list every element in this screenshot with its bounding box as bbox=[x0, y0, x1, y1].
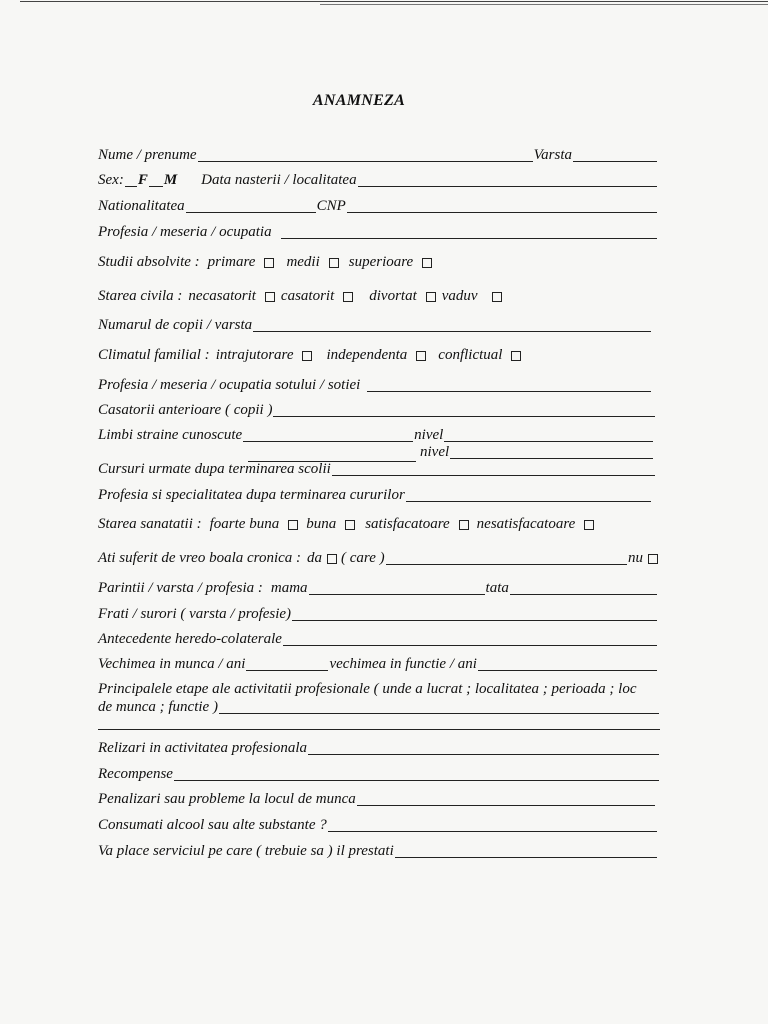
clim-intrajutorare-checkbox[interactable] bbox=[302, 351, 312, 361]
label-studii: Studii absolvite : bbox=[98, 254, 200, 270]
row-antecedente bbox=[98, 631, 658, 648]
tata-field[interactable] bbox=[510, 580, 657, 595]
civ-vaduv-label: vaduv bbox=[441, 288, 478, 304]
san-nesatisfacatoare-checkbox[interactable] bbox=[584, 520, 594, 530]
row-nationalitatea bbox=[98, 198, 658, 215]
label-recompense: Recompense bbox=[98, 766, 173, 782]
scan-edge bbox=[0, 0, 768, 6]
numarul-copii-field[interactable] bbox=[253, 317, 651, 332]
label-nume: Nume / prenume bbox=[98, 147, 197, 163]
label-nivel-2: nivel bbox=[420, 444, 450, 460]
row-cursuri bbox=[98, 461, 656, 478]
nivel-2-field[interactable] bbox=[450, 444, 653, 459]
label-sex: Sex: bbox=[98, 172, 124, 188]
san-nesatisfacatoare-label: nesatisfacatoare bbox=[476, 516, 576, 532]
label-consumati: Consumati alcool sau alte substante ? bbox=[98, 817, 327, 833]
label-profesia-sot: Profesia / meseria / ocupatia sotului / sotiei bbox=[98, 377, 361, 393]
clim-conflictual-checkbox[interactable] bbox=[511, 351, 521, 361]
row-boala-cronica bbox=[98, 550, 658, 567]
studii-superioare-checkbox[interactable] bbox=[422, 258, 432, 268]
row-parintii bbox=[98, 580, 658, 597]
serviciu-field[interactable] bbox=[395, 843, 657, 858]
casatorii-field[interactable] bbox=[273, 402, 655, 417]
row-serviciu bbox=[98, 843, 658, 860]
row-nume bbox=[98, 147, 658, 164]
etape-field[interactable] bbox=[219, 699, 659, 714]
studii-primare-checkbox[interactable] bbox=[264, 258, 274, 268]
row-etape-1 bbox=[98, 681, 668, 698]
sex-gap bbox=[125, 172, 137, 187]
row-profesia bbox=[98, 224, 658, 241]
label-numarul-copii: Numarul de copii / varsta bbox=[98, 317, 253, 333]
label-vechimea-functie: vechimea in functie / ani bbox=[329, 656, 477, 672]
label-cursuri: Cursuri urmate dupa terminarea scolii bbox=[98, 461, 331, 477]
label-nivel-1: nivel bbox=[414, 427, 444, 443]
row-penalizari bbox=[98, 791, 656, 808]
clim-conflictual-label: conflictual bbox=[438, 347, 503, 363]
boala-care-label: ( care ) bbox=[341, 550, 385, 566]
nivel-1-field[interactable] bbox=[444, 427, 653, 442]
vechimea-functie-field[interactable] bbox=[478, 656, 657, 671]
row-studii bbox=[98, 254, 658, 271]
row-vechimea bbox=[98, 656, 658, 673]
label-data-nasterii: Data nasterii / localitatea bbox=[201, 172, 357, 188]
label-climatul: Climatul familial : bbox=[98, 347, 210, 363]
frati-field[interactable] bbox=[292, 606, 657, 621]
label-profesia-specialitatea: Profesia si specialitatea dupa terminarea cururilor bbox=[98, 487, 405, 503]
row-profesia-sot bbox=[98, 377, 652, 394]
nationalitatea-field[interactable] bbox=[186, 198, 316, 213]
sex-gap-2 bbox=[149, 172, 163, 187]
etape-field-extra[interactable] bbox=[98, 729, 660, 730]
varsta-field[interactable] bbox=[573, 147, 657, 162]
row-realizari bbox=[98, 740, 660, 757]
row-recompense bbox=[98, 766, 660, 783]
label-varsta: Varsta bbox=[533, 147, 572, 163]
label-boala-cronica: Ati suferit de vreo boala cronica : bbox=[98, 550, 302, 566]
nume-field[interactable] bbox=[198, 147, 533, 162]
row-limbi-straine-2 bbox=[98, 444, 654, 461]
boala-da-label: da bbox=[307, 550, 323, 566]
sex-f-option[interactable]: F bbox=[137, 172, 148, 188]
clim-independenta-label: independenta bbox=[326, 347, 408, 363]
clim-intrajutorare-label: intrajutorare bbox=[215, 347, 294, 363]
boala-nu-checkbox[interactable] bbox=[648, 554, 658, 564]
clim-independenta-checkbox[interactable] bbox=[416, 351, 426, 361]
san-satisfacatoare-checkbox[interactable] bbox=[459, 520, 469, 530]
civ-necasatorit-label: necasatorit bbox=[188, 288, 256, 304]
row-casatorii bbox=[98, 402, 656, 419]
civ-vaduv-checkbox[interactable] bbox=[492, 292, 502, 302]
profesia-specialitatea-field[interactable] bbox=[406, 487, 651, 502]
civ-necasatorit-checkbox[interactable] bbox=[265, 292, 275, 302]
form-title: ANAMNEZA bbox=[312, 92, 406, 109]
san-buna-label: buna bbox=[306, 516, 337, 532]
label-etape-1: Principalele etape ale activitatii profesionale ( unde a lucrat ; localitatea ; perioada ; loc bbox=[98, 681, 637, 697]
san-foarte-buna-label: foarte buna bbox=[209, 516, 280, 532]
label-limbi-straine: Limbi straine cunoscute bbox=[98, 427, 243, 443]
boala-nu-label: nu bbox=[628, 550, 643, 566]
row-starea-civila bbox=[98, 288, 658, 305]
label-parintii: Parintii / varsta / profesia : bbox=[98, 580, 263, 596]
studii-superioare-label: superioare bbox=[348, 254, 414, 270]
civ-divortat-checkbox[interactable] bbox=[426, 292, 436, 302]
label-cnp: CNP bbox=[316, 198, 346, 214]
label-vechimea-munca: Vechimea in munca / ani bbox=[98, 656, 246, 672]
row-sex bbox=[98, 172, 658, 189]
civ-casatorit-checkbox[interactable] bbox=[343, 292, 353, 302]
row-frati bbox=[98, 606, 658, 623]
limba-2-spacer bbox=[99, 445, 419, 459]
row-numarul-copii bbox=[98, 317, 652, 334]
label-antecedente: Antecedente heredo-colaterale bbox=[98, 631, 282, 647]
antecedente-field[interactable] bbox=[283, 631, 657, 646]
civ-divortat-label: divortat bbox=[369, 288, 417, 304]
recompense-field[interactable] bbox=[174, 766, 659, 781]
row-climatul bbox=[98, 347, 658, 364]
row-consumati bbox=[98, 817, 658, 834]
boala-da-checkbox[interactable] bbox=[327, 554, 337, 564]
cursuri-field[interactable] bbox=[332, 461, 655, 476]
row-starea-sanatatii bbox=[98, 516, 658, 533]
label-starea-sanatatii: Starea sanatatii : bbox=[98, 516, 202, 532]
mama-field[interactable] bbox=[309, 580, 485, 595]
studii-primare-label: primare bbox=[207, 254, 256, 270]
label-etape-2: de munca ; functie ) bbox=[98, 699, 218, 715]
penalizari-field[interactable] bbox=[357, 791, 655, 806]
label-serviciu: Va place serviciul pe care ( trebuie sa ) il prestati bbox=[98, 843, 394, 859]
san-satisfacatoare-label: satisfacatoare bbox=[365, 516, 450, 532]
data-nasterii-field[interactable] bbox=[358, 172, 657, 187]
row-profesia-specialitatea bbox=[98, 487, 652, 504]
limba-1-field[interactable] bbox=[243, 427, 413, 442]
realizari-field[interactable] bbox=[308, 740, 659, 755]
label-mama: mama bbox=[270, 580, 308, 596]
label-casatorii: Casatorii anterioare ( copii ) bbox=[98, 402, 273, 418]
consumati-field[interactable] bbox=[328, 817, 657, 832]
sex-m-option[interactable]: M bbox=[163, 172, 178, 188]
san-buna-checkbox[interactable] bbox=[345, 520, 355, 530]
label-nationalitatea: Nationalitatea bbox=[98, 198, 185, 214]
studii-medii-label: medii bbox=[286, 254, 320, 270]
profesia-field[interactable] bbox=[281, 224, 657, 239]
cnp-field[interactable] bbox=[347, 198, 657, 213]
label-starea-civila: Starea civila : bbox=[98, 288, 183, 304]
boala-care-field[interactable] bbox=[386, 550, 627, 565]
civ-casatorit-label: casatorit bbox=[280, 288, 335, 304]
row-etape-2 bbox=[98, 699, 660, 716]
san-foarte-buna-checkbox[interactable] bbox=[288, 520, 298, 530]
row-limbi-straine bbox=[98, 427, 654, 444]
label-frati: Frati / surori ( varsta / profesie) bbox=[98, 606, 292, 622]
profesia-sot-field[interactable] bbox=[367, 377, 651, 392]
label-realizari: Relizari in activitatea profesionala bbox=[98, 740, 308, 756]
label-tata: tata bbox=[485, 580, 509, 596]
label-profesia: Profesia / meseria / ocupatia bbox=[98, 224, 272, 240]
vechimea-munca-field[interactable] bbox=[246, 656, 328, 671]
label-penalizari: Penalizari sau probleme la locul de munca bbox=[98, 791, 356, 807]
studii-medii-checkbox[interactable] bbox=[329, 258, 339, 268]
